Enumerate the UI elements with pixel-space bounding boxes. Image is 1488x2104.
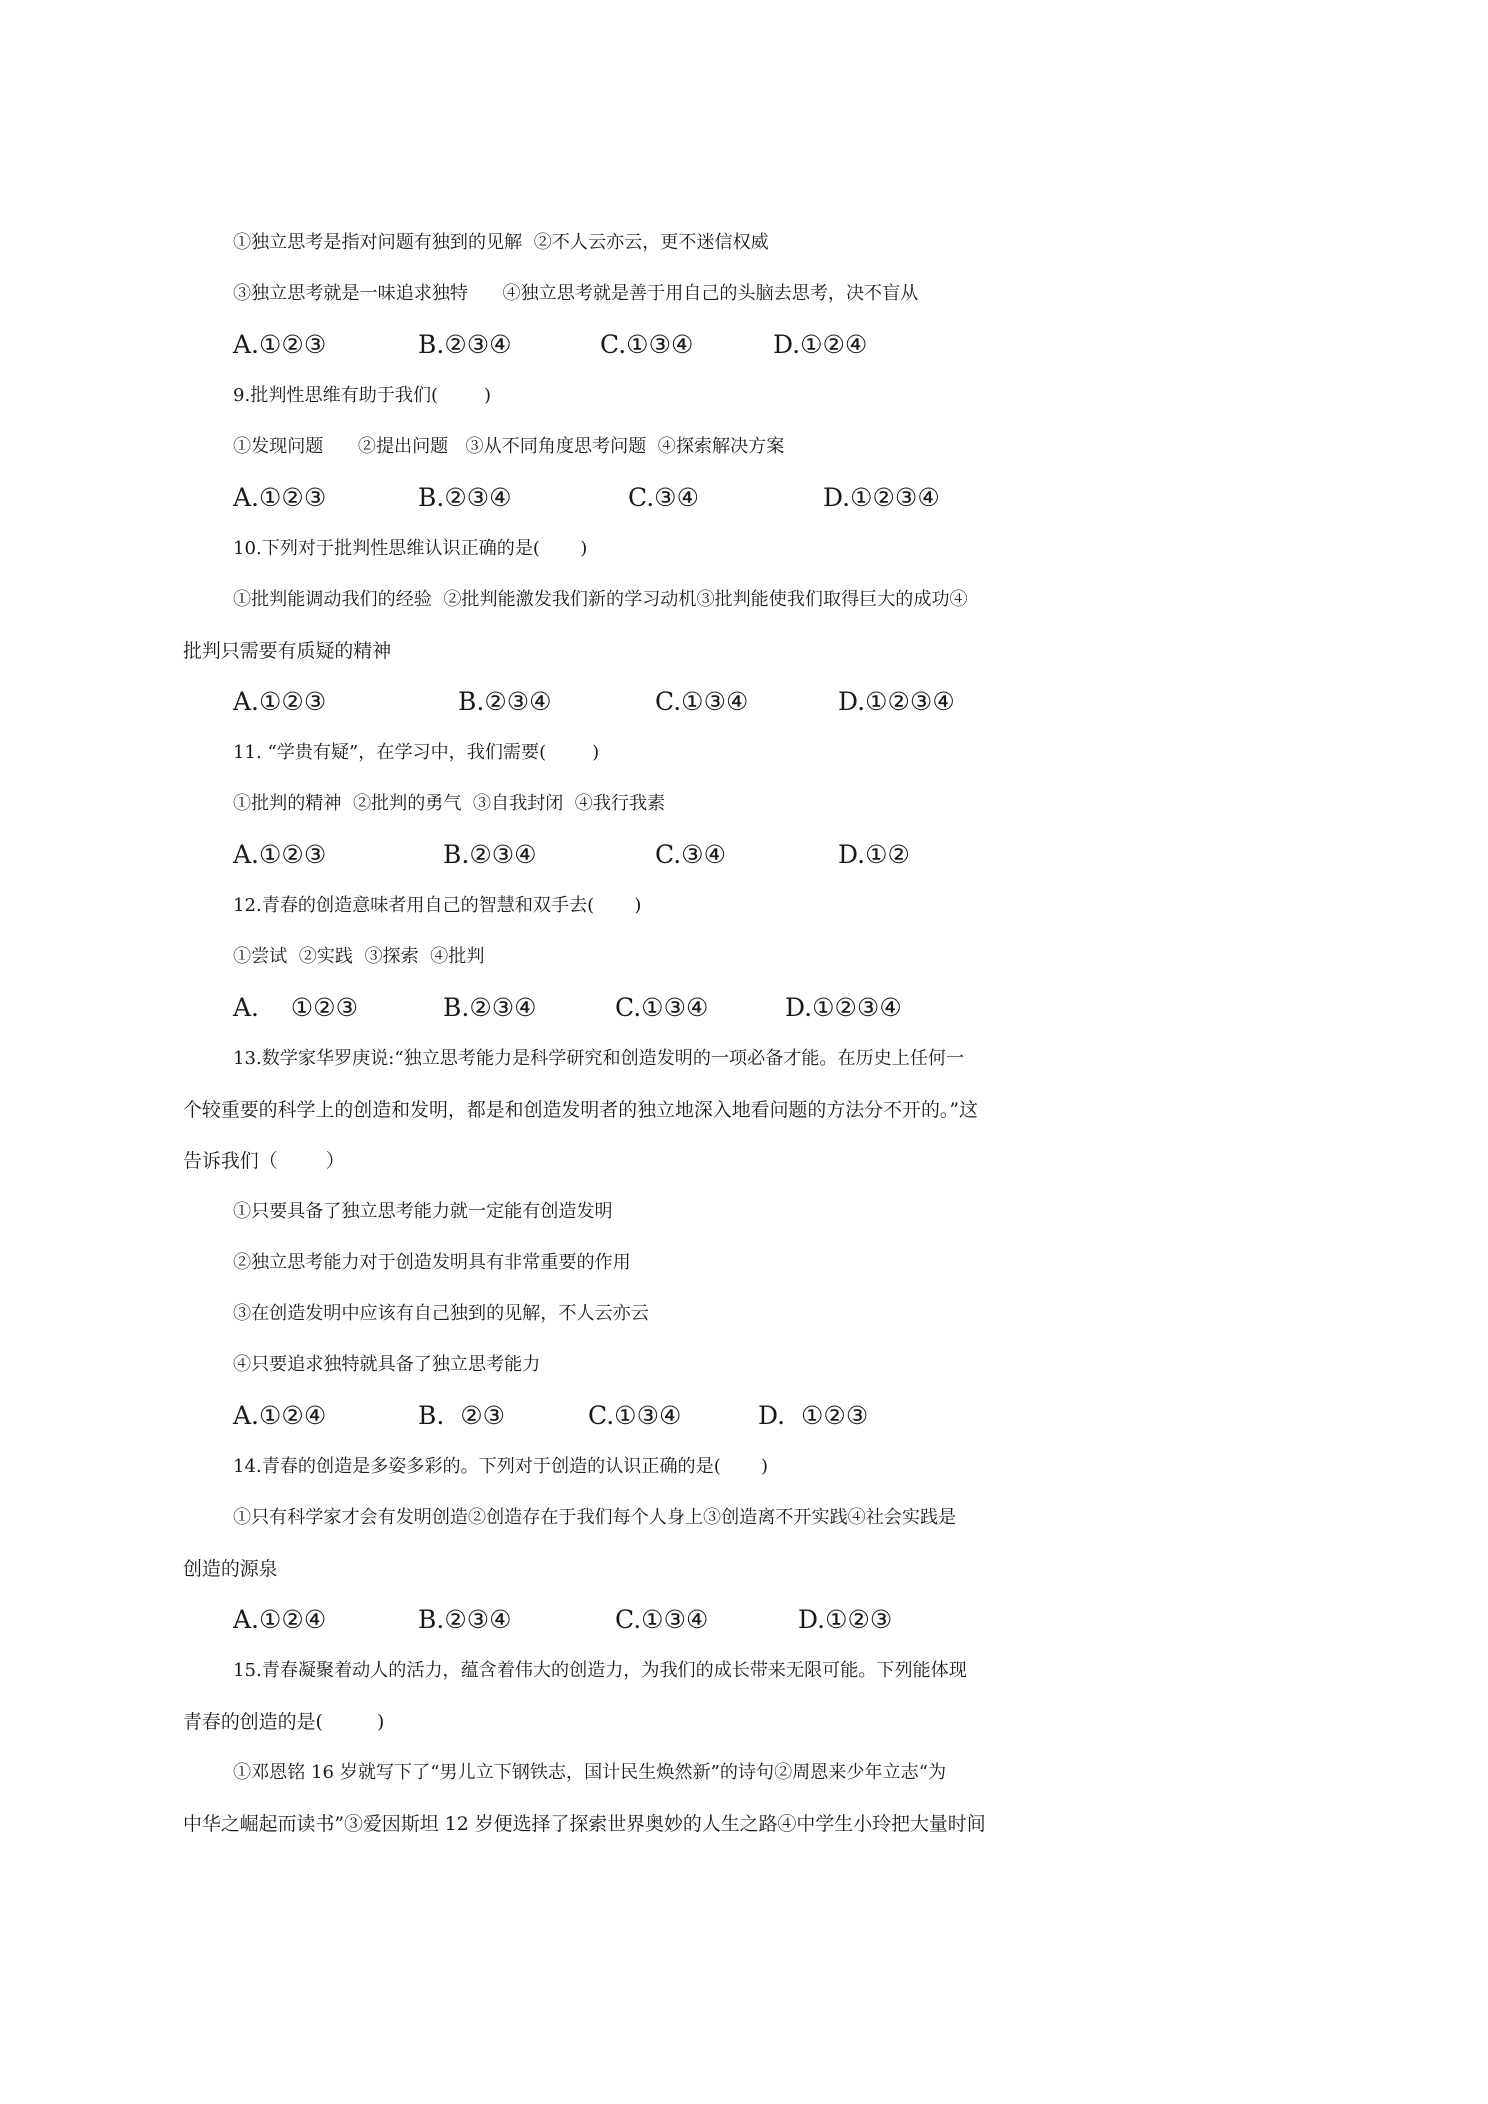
- q8-option-d: D.①②④: [773, 330, 868, 359]
- q14-option-b: B.②③④: [418, 1605, 512, 1634]
- q12-stem: 12.青春的创造意味者用自己的智慧和双手去( ): [233, 895, 642, 916]
- q13-option-a: A.①②④: [233, 1401, 327, 1430]
- q13-statement-3: ③在创造发明中应该有自己独到的见解，不人云亦云: [233, 1303, 649, 1324]
- q11-option-b: B.②③④: [443, 840, 537, 869]
- q13-option-c: C.①③④: [588, 1401, 682, 1430]
- q12-statement: ①尝试 ②实践 ③探索 ④批判: [233, 946, 485, 967]
- q8-option-c: C.①③④: [600, 330, 694, 359]
- q12-option-d: D.①②③④: [785, 993, 902, 1022]
- q12-option-b: B.②③④: [443, 993, 537, 1022]
- q9-options: [0, 478, 1488, 518]
- q9-option-a: A.①②③: [233, 483, 327, 512]
- q14-stem: 14.青春的创造是多姿多彩的。下列对于创造的认识正确的是( ): [233, 1456, 769, 1477]
- q11-option-c: C.③④: [655, 840, 727, 869]
- q13-stem-line-3: 告诉我们（ ）: [183, 1150, 345, 1172]
- q12-options: [0, 988, 1488, 1028]
- q14-option-a: A.①②④: [233, 1605, 327, 1634]
- q14-options: [0, 1600, 1488, 1640]
- q10-stem: 10.下列对于批判性思维认识正确的是( ): [233, 538, 588, 559]
- q8-option-b: B.②③④: [418, 330, 512, 359]
- q9-stem: 9.批判性思维有助于我们( ): [233, 385, 492, 406]
- q9-option-c: C.③④: [628, 483, 700, 512]
- q14-option-c: C.①③④: [615, 1605, 709, 1634]
- q9-option-b: B.②③④: [418, 483, 512, 512]
- q10-option-c: C.①③④: [655, 687, 749, 716]
- q9-option-d: D.①②③④: [823, 483, 940, 512]
- q12-option-c: C.①③④: [615, 993, 709, 1022]
- q11-stem: 11. “学贵有疑”，在学习中，我们需要( ): [233, 742, 600, 763]
- q10-option-d: D.①②③④: [838, 687, 955, 716]
- q13-stem-line-1: 13.数学家华罗庚说:“独立思考能力是科学研究和创造发明的一项必备才能。在历史上任何一: [233, 1048, 965, 1069]
- q10-option-a: A.①②③: [233, 687, 327, 716]
- q15-statement-line-1: ①邓恩铭 16 岁就写下了“男儿立下钢铁志，国计民生焕然新”的诗句②周恩来少年立志“为: [233, 1762, 947, 1783]
- q10-statement-line-1: ①批判能调动我们的经验 ②批判能激发我们新的学习动机③批判能使我们取得巨大的成功④: [233, 589, 968, 610]
- q11-statement: ①批判的精神 ②批判的勇气 ③自我封闭 ④我行我素: [233, 793, 666, 814]
- q8-option-a: A.①②③: [233, 330, 327, 359]
- q13-options: [0, 1396, 1488, 1436]
- q9-statement: ①发现问题 ②提出问题 ③从不同角度思考问题 ④探索解决方案: [233, 436, 785, 457]
- q15-statement-line-2: 中华之崛起而读书”③爱因斯坦 12 岁便选择了探索世界奥妙的人生之路④中学生小玲把大量时间: [183, 1813, 986, 1835]
- q13-option-b: B. ②③: [418, 1401, 506, 1430]
- q13-option-d: D. ①②③: [758, 1401, 869, 1430]
- q11-option-d: D.①②: [838, 840, 910, 869]
- q8-statement-line-2: ③独立思考就是一味追求独特 ④独立思考就是善于用自己的头脑去思考，决不盲从: [233, 283, 919, 304]
- q13-statement-4: ④只要追求独特就具备了独立思考能力: [233, 1354, 541, 1375]
- q13-statement-2: ②独立思考能力对于创造发明具有非常重要的作用: [233, 1252, 631, 1273]
- q8-statement-line-1: ①独立思考是指对问题有独到的见解 ②不人云亦云，更不迷信权威: [233, 232, 769, 253]
- q8-options: [0, 325, 1488, 365]
- q13-stem-line-2: 个较重要的科学上的创造和发明，都是和创造发明者的独立地深入地看问题的方法分不开的。”这: [183, 1099, 978, 1121]
- q14-statement-line-1: ①只有科学家才会有发明创造②创造存在于我们每个人身上③创造离不开实践④社会实践是: [233, 1507, 957, 1528]
- q15-stem-line-2: 青春的创造的是( ): [183, 1711, 385, 1733]
- q14-statement-line-2: 创造的源泉: [183, 1558, 278, 1580]
- q10-option-b: B.②③④: [458, 687, 552, 716]
- q11-options: [0, 835, 1488, 875]
- q12-option-a: A. ①②③: [233, 993, 359, 1022]
- q10-options: [0, 682, 1488, 722]
- q10-statement-line-2: 批判只需要有质疑的精神: [183, 640, 392, 662]
- q14-option-d: D.①②③: [798, 1605, 893, 1634]
- q13-statement-1: ①只要具备了独立思考能力就一定能有创造发明: [233, 1201, 613, 1222]
- q15-stem-line-1: 15.青春凝聚着动人的活力，蕴含着伟大的创造力，为我们的成长带来无限可能。下列能体现: [233, 1660, 967, 1681]
- q11-option-a: A.①②③: [233, 840, 327, 869]
